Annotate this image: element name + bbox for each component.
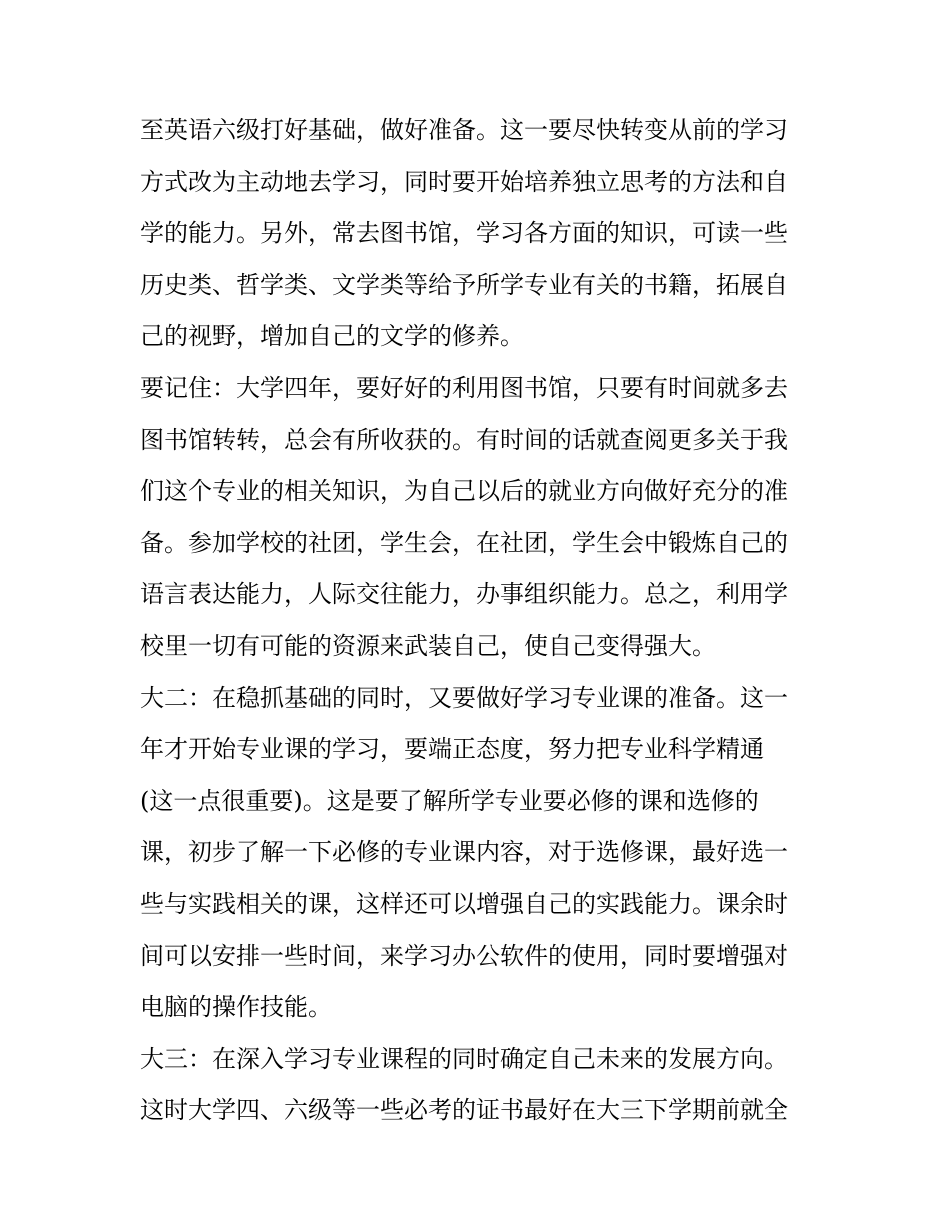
text-line: 这时大学四、六级等一些必考的证书最好在大三下学期前就全 bbox=[140, 1096, 788, 1125]
text-line: 要记住：大学四年，要好好的利用图书馆，只要有时间就多去 bbox=[140, 373, 788, 402]
text-line: 些与实践相关的课，这样还可以增强自己的实践能力。课余时 bbox=[140, 889, 788, 918]
text-line: 大三：在深入学习专业课程的同时确定自己未来的发展方向。 bbox=[140, 1044, 788, 1073]
text-line: 年才开始专业课的学习，要端正态度，努力把专业科学精通 bbox=[140, 735, 764, 764]
text-line: 们这个专业的相关知识，为自己以后的就业方向做好充分的准 bbox=[140, 477, 788, 506]
text-line: 至英语六级打好基础，做好准备。这一要尽快转变从前的学习 bbox=[140, 116, 788, 144]
text-line: 大二：在稳抓基础的同时，又要做好学习专业课的准备。这一 bbox=[140, 683, 788, 712]
text-line: 校里一切有可能的资源来武装自己，使自己变得强大。 bbox=[140, 631, 716, 660]
document-body bbox=[140, 110, 820, 1142]
text-line: 语言表达能力，人际交往能力，办事组织能力。总之，利用学 bbox=[140, 580, 788, 609]
text-line: 学的能力。另外，常去图书馆，学习各方面的知识，可读一些 bbox=[140, 219, 788, 248]
text-line: 电脑的操作技能。 bbox=[140, 993, 332, 1022]
text-line: 课，初步了解一下必修的专业课内容，对于选修课，最好选一 bbox=[140, 838, 788, 867]
text-line: 己的视野，增加自己的文学的修养。 bbox=[140, 322, 524, 351]
text-line: 间可以安排一些时间，来学习办公软件的使用，同时要增强对 bbox=[140, 941, 788, 970]
text-line: 历史类、哲学类、文学类等给予所学专业有关的书籍，拓展自 bbox=[140, 270, 788, 299]
text-line: 备。参加学校的社团，学生会，在社团，学生会中锻炼自己的 bbox=[140, 528, 788, 557]
text-line: (这一点很重要)。这是要了解所学专业要必修的课和选修的 bbox=[140, 786, 759, 815]
text-line: 方式改为主动地去学习，同时要开始培养独立思考的方法和自 bbox=[140, 167, 788, 196]
text-line: 图书馆转转，总会有所收获的。有时间的话就查阅更多关于我 bbox=[140, 425, 788, 454]
